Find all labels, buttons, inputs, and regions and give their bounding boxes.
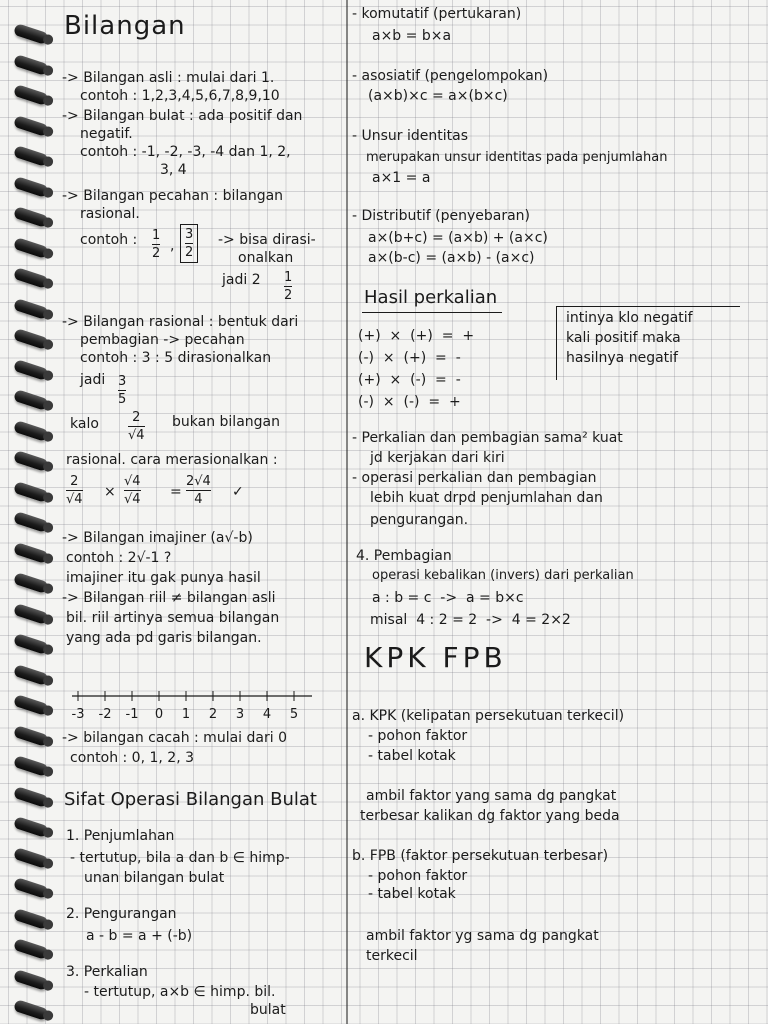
note-line: -> Bilangan pecahan : bilangan [62,188,284,204]
spiral-ring [13,84,49,106]
note-line: a×1 = a [372,170,431,186]
spiral-ring [13,603,49,625]
note-line: intinya klo negatif [566,310,693,326]
note-line: a×b = b×a [372,28,452,44]
number-line-label: -1 [125,707,139,722]
spiral-ring [13,908,49,930]
note-line: contoh : 1,2,3,4,5,6,7,8,9,10 [80,88,280,104]
note-line: a×(b+c) = (a×b) + (a×c) [368,230,548,246]
comma: , [170,238,175,254]
note-line: bukan bilangan [172,414,280,430]
note-line: contoh : -1, -2, -3, -4 dan 1, 2, [80,144,291,160]
note-line: -> Bilangan riil ≠ bilangan asli [62,590,276,606]
note-line: - operasi perkalian dan pembagian [352,470,597,486]
spiral-ring [13,481,49,503]
note-line: - tertutup, bila a dan b ∈ himp- [70,850,290,866]
sign-rule-row: (-) × (-) = + [358,394,461,410]
note-line: 3, 4 [160,162,187,178]
note-line: - pohon faktor [368,728,468,744]
note-line: bulat [250,1002,286,1018]
note-line: b. FPB (faktor persekutuan terbesar) [352,848,609,864]
note-line: 2. Pengurangan [66,906,177,922]
note-line: operasi kebalikan (invers) dari perkalian [372,568,634,583]
note-line: a×(b-c) = (a×b) - (a×c) [368,250,535,266]
equals-sign: = [170,484,182,500]
spiral-ring [13,572,49,594]
note-line: 4. Pembagian [356,548,452,564]
section-heading: KPK FPB [364,641,507,674]
note-line: -> bilangan cacah : mulai dari 0 [62,730,287,746]
spiral-ring [13,938,49,960]
note-line: - tertutup, a×b ∈ himp. bil. [84,984,276,1000]
spiral-ring [13,267,49,289]
note-line: - pohon faktor [368,868,468,884]
spiral-ring [13,420,49,442]
spiral-ring [13,176,49,198]
number-line-label: -3 [71,707,85,722]
spiral-ring [13,999,49,1021]
spiral-ring [13,542,49,564]
note-line: contoh : 0, 1, 2, 3 [70,750,195,766]
spiral-ring [13,511,49,533]
note-line: - asosiatif (pengelompokan) [352,68,549,84]
spiral-ring [13,786,49,808]
spiral-ring [13,969,49,991]
boxed-fraction: 3 2 [180,224,198,263]
checkmark: ✓ [232,484,244,500]
note-line: jadi [80,372,106,388]
number-line-label: -2 [98,707,112,722]
note-line: a - b = a + (-b) [86,928,193,944]
note-line: misal 4 : 2 = 2 -> 4 = 2×2 [370,612,571,628]
note-line: contoh : 3 : 5 dirasionalkan [80,350,272,366]
fraction: 1 2 [284,270,293,303]
note-line: -> bisa dirasi- [218,232,316,248]
note-line: onalkan [238,250,294,266]
times-sign: × [104,484,116,500]
note-line: - tabel kotak [368,748,456,764]
fraction: 1 2 [152,228,161,261]
number-line-label: 2 [208,707,218,722]
note-line: 3. Perkalian [66,964,148,980]
spiral-ring [13,298,49,320]
note-line: negatif. [80,126,133,142]
note-line: rasional. [80,206,140,222]
sign-rule-row: (-) × (+) = - [358,350,461,366]
note-line: terbesar kalikan dg faktor yang beda [360,808,620,824]
fraction: 2 √4 [128,410,145,443]
note-line: 1. Penjumlahan [66,828,175,844]
note-line: - tabel kotak [368,886,456,902]
spiral-ring [13,877,49,899]
section-heading: Hasil perkalian [364,287,498,308]
fraction: 3 5 [118,374,127,407]
note-line: (a×b)×c = a×(b×c) [368,88,508,104]
fraction: √4 √4 [124,474,141,507]
spiral-binding [0,0,60,1024]
note-line: a. KPK (kelipatan persekutuan terkecil) [352,708,625,724]
spiral-ring [13,237,49,259]
note-line: kalo [70,416,99,432]
number-line-label: 4 [262,707,272,722]
note-line: pembagian -> pecahan [80,332,245,348]
note-line: contoh : [80,232,138,248]
spiral-ring [13,450,49,472]
section-heading: Sifat Operasi Bilangan Bulat [64,789,317,810]
note-line: jadi 2 [222,272,261,288]
spiral-ring [13,816,49,838]
spiral-ring [13,54,49,76]
spiral-ring [13,694,49,716]
spiral-ring [13,847,49,869]
note-line: lebih kuat drpd penjumlahan dan [370,490,603,506]
spiral-ring [13,664,49,686]
number-line-label: 1 [181,707,191,722]
note-line: yang ada pd garis bilangan. [66,630,262,646]
note-line: hasilnya negatif [566,350,678,366]
note-line: ambil faktor yang sama dg pangkat [366,788,617,804]
note-line: ambil faktor yg sama dg pangkat [366,928,599,944]
heading-underline [362,312,502,313]
note-bracket [556,306,557,380]
sign-rule-row: (+) × (-) = - [358,372,461,388]
spiral-ring [13,359,49,381]
note-line: - Unsur identitas [352,128,468,144]
fraction: 2 √4 [66,474,83,507]
column-divider [346,0,348,1024]
spiral-ring [13,755,49,777]
spiral-ring [13,206,49,228]
note-line: jd kerjakan dari kiri [370,450,505,466]
note-line: rasional. cara merasionalkan : [66,452,278,468]
spiral-ring [13,23,49,45]
note-line: - Distributif (penyebaran) [352,208,530,224]
fraction: 2√4 4 [186,474,211,507]
note-line: a : b = c -> a = b×c [372,590,524,606]
note-line: merupakan unsur identitas pada penjumlahan [366,150,668,165]
note-line: -> Bilangan bulat : ada positif dan [62,108,303,124]
spiral-ring [13,328,49,350]
note-line: -> Bilangan rasional : bentuk dari [62,314,299,330]
note-line: - Perkalian dan pembagian sama² kuat [352,430,623,446]
note-line: -> Bilangan asli : mulai dari 1. [62,70,275,86]
number-line-label: 0 [154,707,164,722]
spiral-ring [13,725,49,747]
spiral-ring [13,389,49,411]
spiral-ring [13,145,49,167]
number-line [62,688,322,728]
note-line: - komutatif (pertukaran) [352,6,522,22]
note-line: -> Bilangan imajiner (a√-b) [62,530,253,546]
note-line: imajiner itu gak punya hasil [66,570,261,586]
number-line-label: 5 [289,707,299,722]
note-line: terkecil [366,948,418,964]
note-line: unan bilangan bulat [84,870,225,886]
spiral-ring [13,115,49,137]
page-title: Bilangan [64,11,186,41]
sign-rule-row: (+) × (+) = + [358,328,475,344]
note-line: bil. riil artinya semua bilangan [66,610,280,626]
note-line: pengurangan. [370,512,469,528]
number-line-label: 3 [235,707,245,722]
spiral-ring [13,633,49,655]
note-bracket-top [556,306,740,307]
note-line: kali positif maka [566,330,681,346]
note-line: contoh : 2√-1 ? [66,550,172,566]
